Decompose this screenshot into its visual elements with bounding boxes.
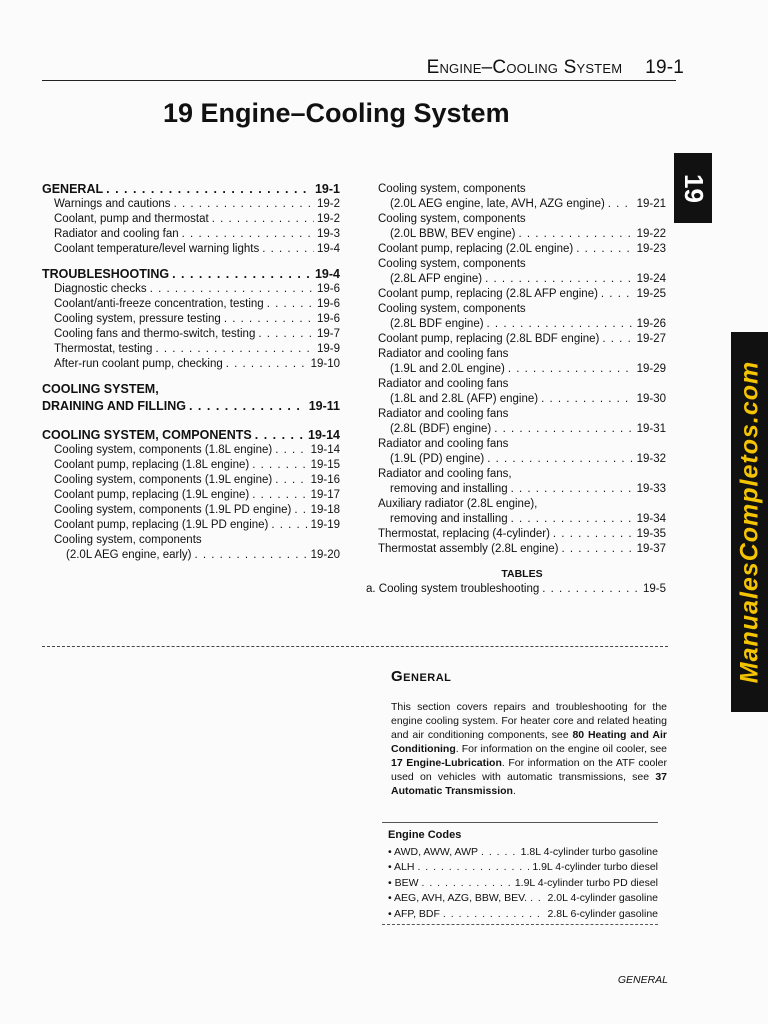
engine-codes-box xyxy=(388,828,658,922)
toc-entry-components[interactable]: COOLING SYSTEM, COMPONENTS . . . 19-14 xyxy=(42,428,340,443)
toc-entry-line1: Auxiliary radiator (2.8L engine), xyxy=(378,498,538,510)
toc-entry[interactable]: Cooling fans and thermo-switch, testing . . . 19-7 xyxy=(42,327,340,342)
toc-left-column xyxy=(42,182,340,563)
section-divider xyxy=(42,646,668,647)
toc-entry[interactable]: (2.0L AEG engine, late, AVH, AZG engine) . . . 19-21 xyxy=(378,197,666,212)
toc-entry[interactable]: Coolant temperature/level warning lights . . . 19-4 xyxy=(42,242,340,257)
toc-entry-line1: Radiator and cooling fans xyxy=(378,378,509,390)
engine-code-row: • AFP, BDF . . . 2.8L 6-cylinder gasoline xyxy=(388,907,658,923)
engine-code-row: • AEG, AVH, AZG, BBW, BEV. . . . 2.0L 4-cylinder gasoline xyxy=(388,891,658,907)
general-heading: General xyxy=(391,668,452,685)
toc-entry[interactable]: (2.8L (BDF) engine) . . . 19-31 xyxy=(378,422,666,437)
toc-right-column xyxy=(366,182,666,597)
toc-entry-line1: Cooling system, components xyxy=(54,534,202,546)
header-rule xyxy=(42,80,676,81)
toc-entry[interactable]: Coolant pump, replacing (2.8L AFP engine) . . . 19-25 xyxy=(378,287,666,302)
toc-entry[interactable]: Coolant pump, replacing (1.8L engine) . . . 19-15 xyxy=(42,458,340,473)
toc-entry-line1: Cooling system, components xyxy=(378,213,526,225)
toc-entry[interactable]: Cooling system, components (1.9L PD engine) . . . 19-18 xyxy=(42,503,340,518)
engine-code-row: • BEW . . . 1.9L 4-cylinder turbo PD diesel xyxy=(388,876,658,892)
chapter-title: 19 Engine–Cooling System xyxy=(163,98,510,128)
toc-entry[interactable]: (2.8L AFP engine) . . . 19-24 xyxy=(378,272,666,287)
toc-entry-line1: Cooling system, components xyxy=(378,258,526,270)
toc-entry[interactable]: removing and installing . . . 19-33 xyxy=(378,482,666,497)
toc-entry[interactable]: Coolant pump, replacing (2.8L BDF engine) . . . 19-27 xyxy=(378,332,666,347)
toc-entry-line1: Radiator and cooling fans xyxy=(378,348,509,360)
toc-entry-line1: Cooling system, components xyxy=(378,303,526,315)
toc-entry[interactable]: Cooling system, components (1.9L engine) . . . 19-16 xyxy=(42,473,340,488)
toc-entry[interactable]: Coolant pump, replacing (1.9L PD engine) . . . 19-19 xyxy=(42,518,340,533)
toc-entry[interactable]: Radiator and cooling fan . . . 19-3 xyxy=(42,227,340,242)
tables-heading: TABLES xyxy=(501,568,543,580)
toc-entry[interactable]: Warnings and cautions . . . 19-2 xyxy=(42,197,340,212)
toc-entry[interactable]: After-run coolant pump, checking . . . 19-10 xyxy=(42,357,340,372)
toc-entry[interactable]: removing and installing . . . 19-34 xyxy=(378,512,666,527)
running-head xyxy=(427,57,684,79)
toc-entry-general[interactable]: GENERAL . . . 19-1 xyxy=(42,182,340,197)
chapter-tab xyxy=(674,153,712,223)
toc-entry-line1: Radiator and cooling fans xyxy=(378,408,509,420)
toc-entry-line1: Radiator and cooling fans, xyxy=(378,468,512,480)
engine-code-row: • ALH . . . 1.9L 4-cylinder turbo diesel xyxy=(388,860,658,876)
toc-entry[interactable]: Cooling system, components (1.8L engine) . . . 19-14 xyxy=(42,443,340,458)
toc-entry[interactable]: Cooling system, pressure testing . . . 19-6 xyxy=(42,312,340,327)
toc-entry[interactable]: (2.0L AEG engine, early) . . . 19-20 xyxy=(42,548,340,563)
toc-entry-troubleshooting[interactable]: TROUBLESHOOTING . . . 19-4 xyxy=(42,267,340,282)
toc-entry[interactable]: Coolant/anti-freeze concentration, testing . . . 19-6 xyxy=(42,297,340,312)
running-title: Engine–Cooling System xyxy=(426,57,623,78)
toc-entry[interactable]: Thermostat, testing . . . 19-9 xyxy=(42,342,340,357)
page-number: 19-1 xyxy=(645,57,684,78)
toc-entry[interactable]: Coolant pump, replacing (1.9L engine) . . . 19-17 xyxy=(42,488,340,503)
chapter-tab-label: 19 xyxy=(678,173,709,203)
page-footer: GENERAL xyxy=(617,974,668,986)
toc-entry[interactable]: Coolant, pump and thermostat . . . 19-2 xyxy=(42,212,340,227)
engine-codes-rule xyxy=(382,822,658,823)
toc-right-list xyxy=(378,182,666,557)
engine-codes-title: Engine Codes xyxy=(388,829,462,841)
general-paragraph: This section covers repairs and troubleshooting for the engine cooling system. For heater core and related heating and air conditioning components, see 80 Heating and Air Conditioning. For information on the engine oil cooler, see 17 Engine-Lubrication. For information on the ATF cooler used on vehicles with automatic transmissions, see 37 Automatic Transmission. xyxy=(391,701,667,797)
toc-entry[interactable]: (1.9L and 2.0L engine) . . . 19-29 xyxy=(378,362,666,377)
toc-entry-line1: Radiator and cooling fans xyxy=(378,438,509,450)
toc-entry[interactable]: (1.9L (PD) engine) . . . 19-32 xyxy=(378,452,666,467)
toc-entry[interactable]: Thermostat, replacing (4-cylinder) . . . 19-35 xyxy=(378,527,666,542)
toc-entry[interactable]: Thermostat assembly (2.8L engine) . . . 19-37 xyxy=(378,542,666,557)
toc-entry[interactable]: (2.0L BBW, BEV engine) . . . 19-22 xyxy=(378,227,666,242)
toc-draining-line1: COOLING SYSTEM, xyxy=(42,382,159,396)
watermark-text: ManualesCompletos.com xyxy=(735,360,764,684)
toc-entry-table[interactable]: a. Cooling system troubleshooting . . . 19-5 xyxy=(366,582,666,597)
toc-entry-draining[interactable]: DRAINING AND FILLING . . . 19-11 xyxy=(42,399,340,414)
engine-code-row: • AWD, AWW, AWP . . . 1.8L 4-cylinder turbo gasoline xyxy=(388,845,658,861)
toc-entry-line1: Cooling system, components xyxy=(378,183,526,195)
toc-entry[interactable]: Coolant pump, replacing (2.0L engine) . . . 19-23 xyxy=(378,242,666,257)
engine-codes-bottom-rule xyxy=(382,924,658,925)
watermark-banner xyxy=(731,332,768,712)
toc-entry[interactable]: (2.8L BDF engine) . . . 19-26 xyxy=(378,317,666,332)
toc-entry[interactable]: (1.8L and 2.8L (AFP) engine) . . . 19-30 xyxy=(378,392,666,407)
toc-entry[interactable]: Diagnostic checks . . . 19-6 xyxy=(42,282,340,297)
